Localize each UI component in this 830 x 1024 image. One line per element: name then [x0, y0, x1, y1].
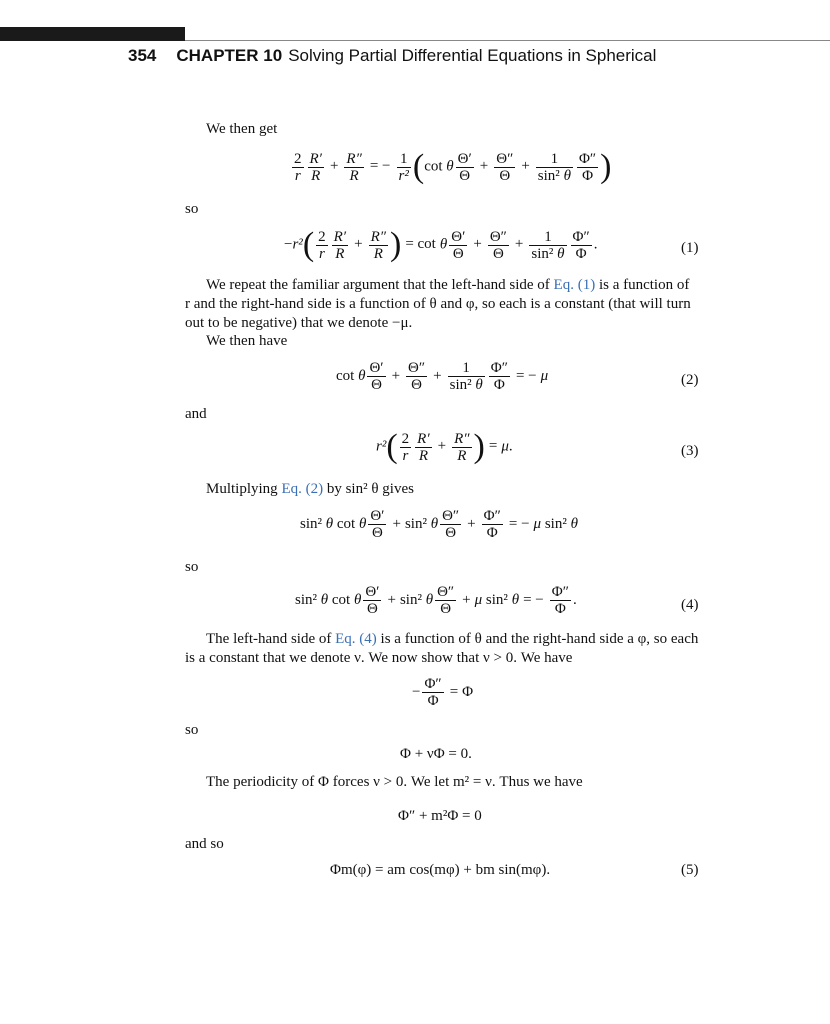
equation-phi-m: Φ″ + m²Φ = 0: [398, 808, 482, 824]
paragraph-2: The left-hand side of Eq. (4) is a function of θ and the right-hand side a φ, so each: [206, 631, 699, 647]
paragraph-1-line-2: r and the right-hand side is a function of θ and φ, so each is a constant (that will turn: [185, 296, 691, 312]
equation-1-number: (1): [681, 240, 699, 256]
equation-5-number: (5): [681, 862, 699, 878]
equation-c: − $\frac{\Phi''}{\Phi}$ = Φ: [412, 676, 474, 709]
chapter-title: Solving Partial Differential Equations in Spherical: [288, 46, 657, 65]
equation-2-number: (2): [681, 372, 699, 388]
equation-3-number: (3): [681, 443, 699, 459]
so-1: so: [185, 201, 199, 217]
page-number: 354: [128, 46, 157, 65]
equation-2: cot θ $\frac{\Theta'}{\Theta}$ + $\frac{\Theta''}{\Theta}$ + $\frac{1}{\text{sin² θ}}$ $\frac{\Phi''}{\Phi}$ = − μ: [336, 360, 549, 393]
equation-4: sin² θ cot θ $\frac{\Theta'}{\Theta}$ + sin² θ $\frac{\Theta''}{\Theta}$ + μ sin² θ = − $\frac{\Phi''}{\Phi}$ .: [295, 584, 577, 617]
paragraph-1-line-3: out to be negative) that we denote −μ.: [185, 315, 413, 331]
multiplying-line: Multiplying Eq. (2) by sin² θ gives: [206, 481, 414, 497]
eq4-link[interactable]: Eq. (4): [335, 631, 377, 647]
equation-phi-sum: Φ + νΦ = 0.: [400, 746, 472, 762]
equation-1: −r²( $\frac{2}{r}$ $\frac{R'}{R}$ + $\frac{R''}{R}$ ) = cot θ $\frac{\Theta'}{\Theta}$ + $\frac{\Theta''}{\Theta}$ + $\frac{1}{\text{sin² θ}}$ $\frac{\Phi''}{\Phi}$ .: [284, 226, 598, 263]
and-so: and so: [185, 836, 224, 852]
equation-3: r²( $\frac{2}{r}$ $\frac{R'}{R}$ + $\frac{R''}{R}$ ) = μ.: [376, 428, 513, 465]
paragraph-1: We repeat the familiar argument that the left-hand side of Eq. (1) is a function of: [206, 277, 690, 293]
eq1-link[interactable]: Eq. (1): [553, 277, 596, 293]
eq2-link[interactable]: Eq. (2): [281, 481, 324, 497]
equation-5: Φm(φ) = am cos(mφ) + bm sin(mφ).: [330, 862, 551, 878]
we-then-get: We then get: [206, 121, 278, 137]
so-2: so: [185, 559, 199, 575]
so-3: so: [185, 722, 199, 738]
equation-b: sin² θ cot θ $\frac{\Theta'}{\Theta}$ + sin² θ $\frac{\Theta''}{\Theta}$ + $\frac{\Phi''}{\Phi}$ = − μ sin² θ: [300, 508, 578, 541]
equation-4-number: (4): [681, 597, 699, 613]
and-1: and: [185, 406, 207, 422]
equation-a: $\frac{2}{r}$ $\frac{R'}{R}$ + $\frac{R''}{R}$ = − $\frac{1}{\text{r²}}$ (cot θ $\frac{\Theta'}{\Theta}$ + $\frac{\Theta''}{\Theta}$ + $\frac{1}{\text{sin² θ}}$ $\frac{\Phi''}{\Phi}$ ): [294, 148, 612, 185]
paragraph-2-line-2: is a constant that we denote ν. We now show that ν > 0. We have: [185, 650, 573, 666]
running-header: [128, 46, 656, 66]
we-then-have: We then have: [206, 333, 288, 349]
chapter-label: CHAPTER 10: [176, 46, 283, 65]
top-bar-rule: [185, 40, 830, 41]
top-bar: [0, 27, 830, 41]
top-bar-dark: [0, 27, 185, 41]
periodicity-line: The periodicity of Φ forces ν > 0. We let m² = ν. Thus we have: [206, 774, 583, 790]
